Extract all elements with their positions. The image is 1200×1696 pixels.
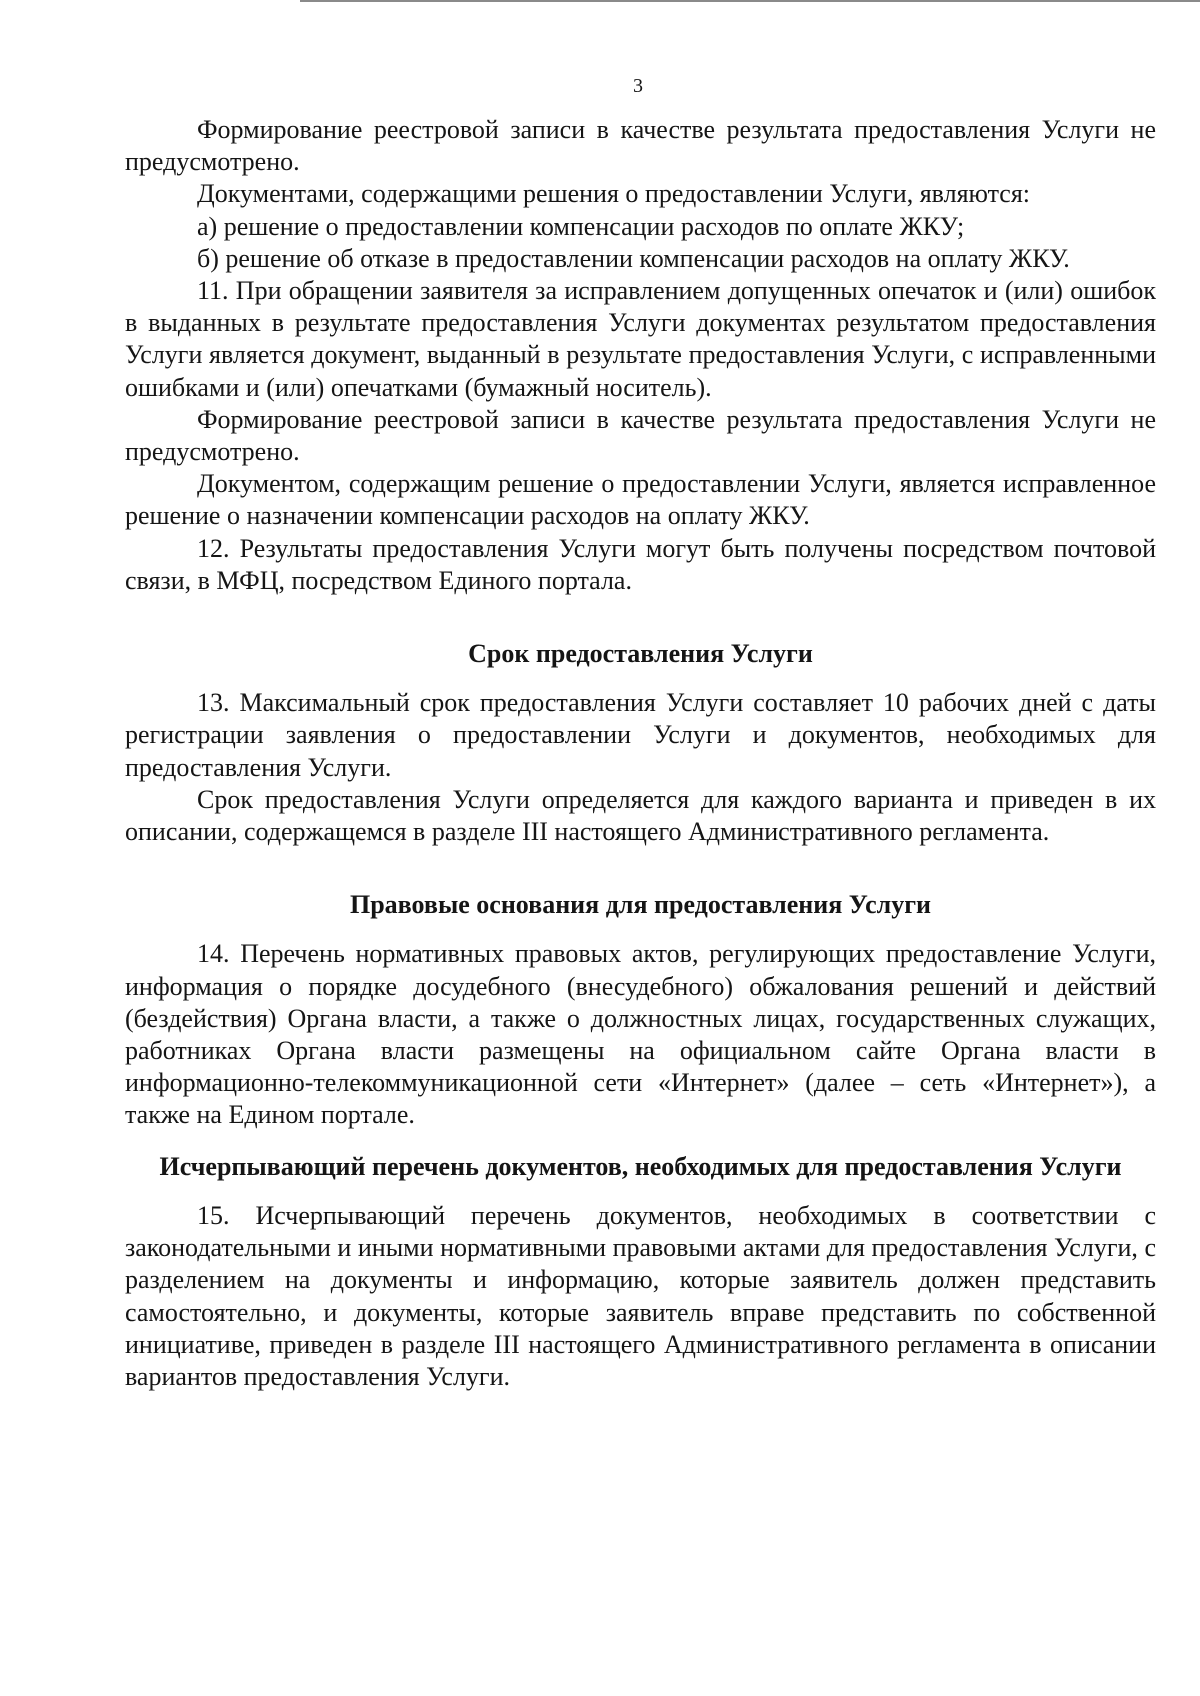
heading-legal-grounds: Правовые основания для предоставления Услуги (350, 890, 931, 920)
section-service-term (125, 687, 1156, 848)
paragraph-registry-note: Формирование реестровой записи в качестве результата предоставления Услуги не предусмотрено. (125, 115, 1156, 177)
paragraph-clause-15: 15. Исчерпывающий перечень документов, необходимых в соответствии с законодательными и иными нормативными правовыми актами для предоставления Услуги, с разделением на документы и информацию, которые заявитель должен представить самостоятельно, и документы, которые заявитель вправе представить по собственной инициативе, приведен в разделе III настоящего Административного регламента в описании вариантов предоставления Услуги. (125, 1200, 1156, 1391)
paragraph-item-a: а) решение о предоставлении компенсации расходов по оплате ЖКУ; (197, 211, 965, 241)
paragraph-corrected-decision: Документом, содержащим решение о предоставлении Услуги, является исправленное решение о назначении компенсации расходов на оплату ЖКУ. (125, 469, 1156, 531)
paragraph-term-variants: Срок предоставления Услуги определяется для каждого варианта и приведен в их описании, содержащемся в разделе III настоящего Административного регламента. (125, 784, 1156, 847)
heading-service-term: Срок предоставления Услуги (468, 639, 813, 669)
section-documents-list (125, 1200, 1156, 1393)
paragraph-clause-12: 12. Результаты предоставления Услуги могут быть получены посредством почтовой связи, в МФЦ, посредством Единого портала. (125, 533, 1156, 595)
document-body (125, 114, 1156, 1393)
paragraph-clause-13: 13. Максимальный срок предоставления Услуги составляет 10 рабочих дней с даты регистрации заявления о предоставлении Услуги и документов, необходимых для предоставления Услуги. (125, 688, 1156, 782)
paragraph-registry-note-2: Формирование реестровой записи в качестве результата предоставления Услуги не предусмотрено. (125, 404, 1156, 467)
intro-block (125, 114, 1156, 597)
paragraph-clause-14: 14. Перечень нормативных правовых актов, регулирующих предоставление Услуги, информация о порядке досудебного (внесудебного) обжалования решений и действий (бездействия) Органа власти, а также о должностных лицах, государственных служащих, работниках Органа власти размещены на официальном сайте Органа власти в информационно-телекоммуникационной сети «Интернет» (далее – сеть «Интернет»), а также на Едином портале. (125, 939, 1156, 1130)
paragraph-decision-docs: Документами, содержащими решения о предоставлении Услуги, являются: (197, 179, 1031, 209)
section-legal-grounds (125, 938, 1156, 1131)
heading-documents-list: Исчерпывающий перечень документов, необходимых для предоставления Услуги (159, 1151, 1122, 1181)
top-edge-rule (300, 0, 1200, 2)
page-number: 3 (633, 75, 643, 97)
paragraph-item-b: б) решение об отказе в предоставлении компенсации расходов на оплату ЖКУ. (197, 243, 1070, 273)
paragraph-clause-11: 11. При обращении заявителя за исправлением допущенных опечаток и (или) ошибок в выданных в результате предоставления Услуги документах результатом предоставления Услуги является документ, выданный в результате предоставления Услуги, с исправленными ошибками и (или) опечатками (бумажный носитель). (125, 276, 1156, 402)
